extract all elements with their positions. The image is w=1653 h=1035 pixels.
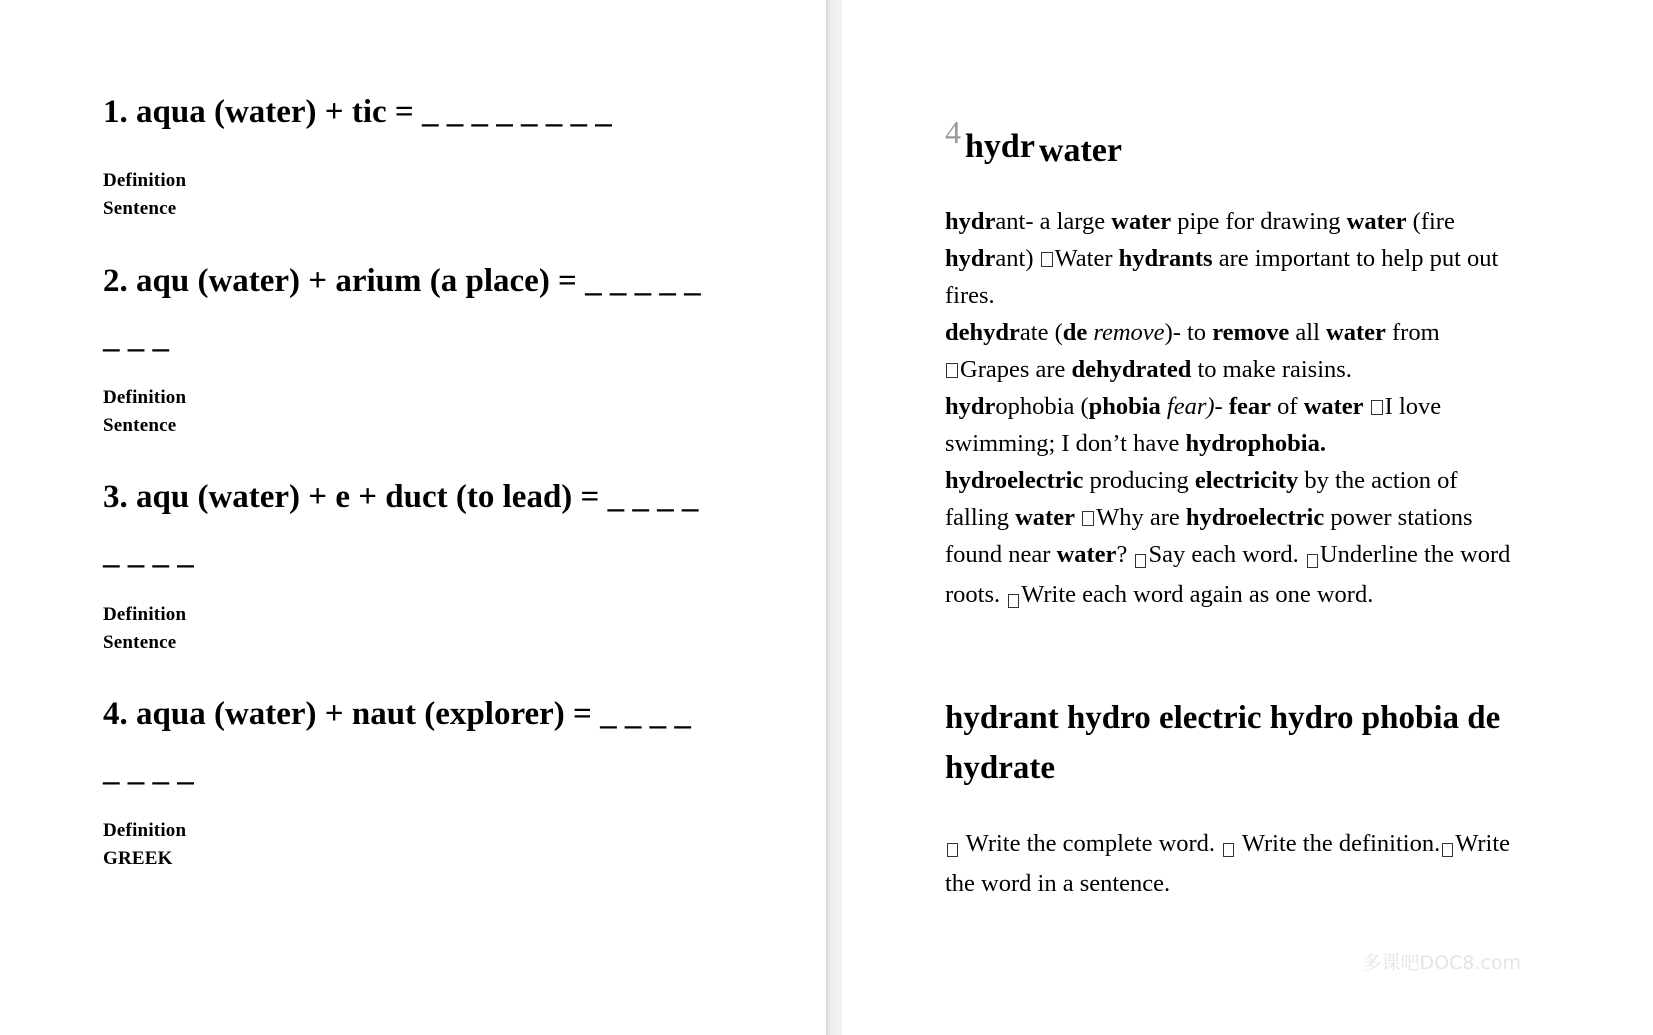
exercise-4-prompt: 4. aqua (water) + naut (explorer) = _ _ _ _ <box>103 696 691 732</box>
right-page <box>842 0 1653 1035</box>
word-list-line-2: hydrate <box>945 750 1055 786</box>
word-list-line-1: hydrant hydro electric hydro phobia de <box>945 700 1501 736</box>
instructions-line-1: Write the complete word. Write the definition. Write <box>945 824 1510 864</box>
exercise-3-definition-label: Definition <box>103 604 187 625</box>
paragraph-line-10: found near water? Say each word. Underline the word <box>945 541 1511 568</box>
exercise-4-greek-label: GREEK <box>103 848 173 869</box>
exercise-4-definition-label: Definition <box>103 820 187 841</box>
paragraph-line-2: hydrant) Water hydrants are important to help put out <box>945 245 1499 272</box>
checkbox-icon <box>1008 594 1019 608</box>
exercise-1-sentence-label: Sentence <box>103 198 177 219</box>
section-root-word: hydr <box>965 128 1035 165</box>
section-number: 4 <box>945 114 961 150</box>
exercise-1-prompt: 1. aqua (water) + tic = _ _ _ _ _ _ _ _ <box>103 94 612 130</box>
left-page <box>0 0 826 1035</box>
checkbox-icon <box>1442 843 1453 857</box>
checkbox-icon <box>1041 252 1053 267</box>
exercise-2-sentence-label: Sentence <box>103 415 177 436</box>
checkbox-icon <box>1307 554 1318 568</box>
checkbox-icon <box>947 843 958 857</box>
watermark: 多课吧DOC8.com <box>1362 952 1521 974</box>
paragraph-line-5: Grapes are dehydrated to make raisins. <box>945 356 1352 384</box>
exercise-2-prompt: 2. aqu (water) + arium (a place) = _ _ _ _ _ <box>103 263 701 299</box>
exercise-2-prompt-continued: _ _ _ <box>103 319 169 355</box>
paragraph-line-7: swimming; I don’t have hydrophobia. <box>945 430 1326 457</box>
paragraph-line-3: fires. <box>945 282 995 309</box>
paragraph-line-6: hydrophobia (phobia fear)- fear of water I love <box>945 393 1442 420</box>
section-heading <box>945 114 1122 169</box>
paragraph-line-1: hydrant- a large water pipe for drawing water (fire <box>945 208 1455 235</box>
exercise-3-prompt: 3. aqu (water) + e + duct (to lead) = _ _ _ _ <box>103 479 699 515</box>
page-gutter <box>826 0 842 1035</box>
instructions <box>945 824 1510 904</box>
paragraph-line-8: hydroelectric producing electricity by the action of <box>945 467 1458 494</box>
exercise-3-sentence-label: Sentence <box>103 632 177 653</box>
paragraph-line-4: dehydrate (de remove)- to remove all water from <box>945 319 1440 346</box>
instructions-line-2: the word in a sentence. <box>945 870 1171 897</box>
exercise-3-prompt-continued: _ _ _ _ <box>103 535 194 571</box>
checkbox-icon <box>946 363 958 378</box>
exercise-2-definition-label: Definition <box>103 387 187 408</box>
checkbox-icon <box>1082 511 1094 526</box>
checkbox-icon <box>1223 843 1234 857</box>
section-root-meaning: water <box>1038 132 1122 169</box>
exercise-4-prompt-continued: _ _ _ _ <box>103 752 194 788</box>
exercise-1-definition-label: Definition <box>103 170 187 191</box>
word-list <box>945 693 1500 793</box>
checkbox-icon <box>1135 554 1146 568</box>
paragraph-line-9: falling water Why are hydroelectric power stations <box>945 504 1473 531</box>
checkbox-icon <box>1371 400 1383 415</box>
paragraph-line-11: roots. Write each word again as one word. <box>945 581 1374 608</box>
